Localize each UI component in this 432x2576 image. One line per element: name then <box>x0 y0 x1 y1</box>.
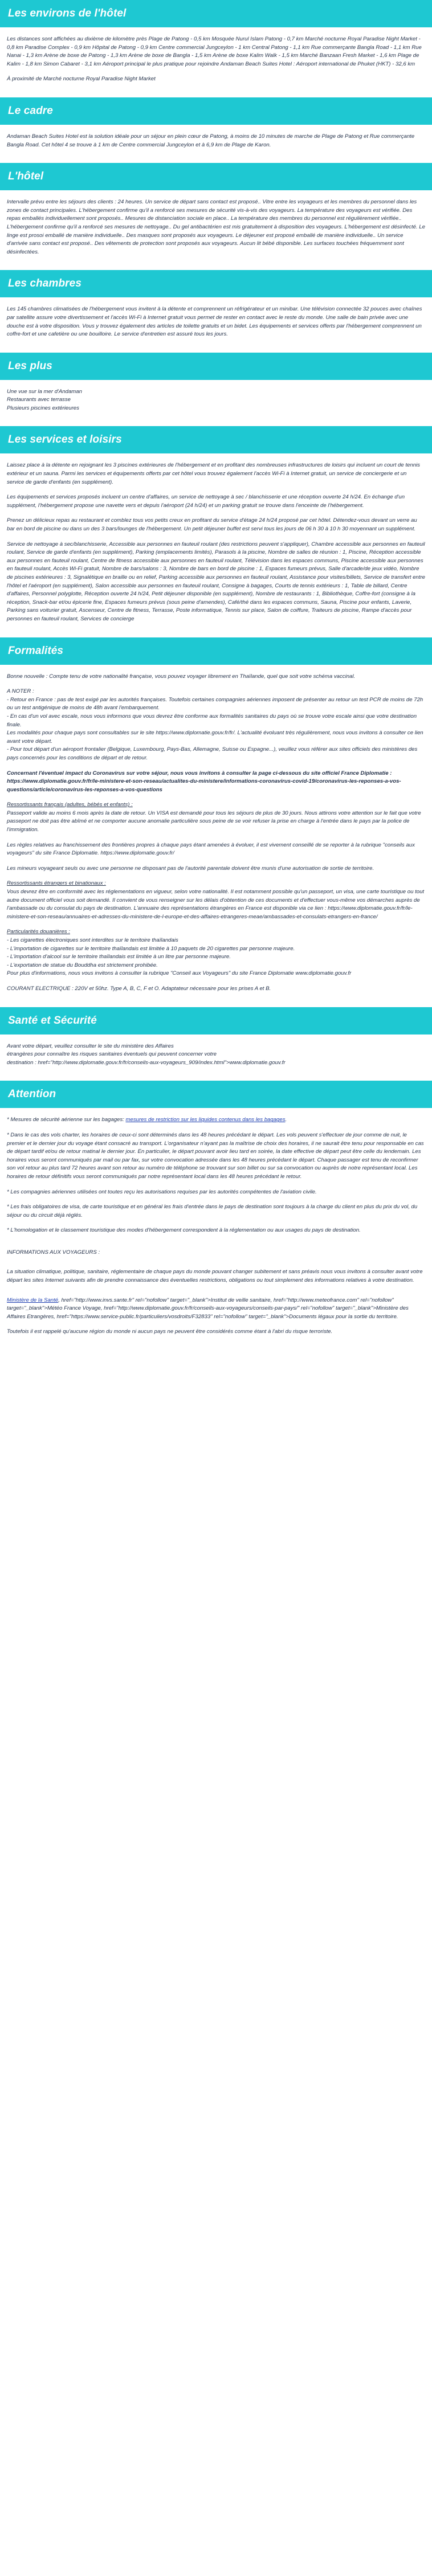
note-line: - En cas d'un vol avec escale, nous vous informons que vous devrez être conforme aux formalités sanitaires du pays où se trouve votre escale ainsi que votre destination finale. <box>7 713 417 728</box>
fr-heading: Ressortissants français (adultes, bébés et enfants) : <box>7 802 133 808</box>
ministere-sante-link[interactable]: Ministère de la Santé <box>7 1297 59 1303</box>
formalites-foreign <box>7 880 425 921</box>
section-header-plus: Les plus <box>0 353 432 380</box>
section-body-formalites <box>0 665 432 1007</box>
section-header-sante: Santé et Sécurité <box>0 1007 432 1035</box>
list-item: Plusieurs piscines extérieures <box>7 404 79 411</box>
customs-heading: Particularités douanières : <box>7 929 70 935</box>
attention-airlines: * Les compagnies aériennes utilisées ont toutes reçu les autorisations requises par les autorités compétentes de l'aviation civile. <box>7 1188 317 1195</box>
formalites-rules: Les règles relatives au franchissement des frontières propres à chaque pays étant amenées à évoluer, il est vivement conseillé de se reporter à la rubrique "conseils aux voyageurs" du site France Diplomatie. https://www.diplomatie.gouv.fr/ <box>7 841 415 857</box>
section-body-chambres <box>0 297 432 352</box>
liquids-restriction-link[interactable]: mesures de restriction sur les liquides contenus dans les bagages <box>125 1117 286 1123</box>
attention-homologation: * L'homologation et le classement touristique des modes d'hébergement correspondent à la réglementation ou aux usages du pays de destination. <box>7 1227 361 1234</box>
customs-line: - L'exportation de statue du Bouddha est strictement prohibée. <box>7 962 158 968</box>
security-suffix: . <box>285 1117 287 1123</box>
section-body-cadre <box>0 125 432 163</box>
formalites-customs <box>7 928 425 978</box>
attention-info-heading: INFORMATIONS AUX VOYAGEURS : <box>7 1249 100 1256</box>
list-item: Une vue sur la mer d'Andaman <box>7 388 82 395</box>
fr-text: Passeport valide au moins 6 mois après la date de retour. Un VISA est demandé pour tous les séjours de plus de 30 jours. Nous attirons votre attention sur le fait que votre passeport ne doit pas être abîmé et ne comporter aucune anomalie particulière sous peine de se voir refuser la prise en charge à l'entrée dans le pays par la police de l'immigration. <box>7 809 421 833</box>
services-p2: Les équipements et services proposés incluent un centre d'affaires, un service de nettoyage à sec / blanchisserie et une réception ouverte 24 h/24. En échange d'un supplément, l'hébergement propose une navette vers et depuis l'aéroport (24 h/24) et un parking gratuit se trouve dans l'enceinte de l'hébergement. <box>7 494 405 509</box>
section-header-cadre: Le cadre <box>0 97 432 125</box>
sante-line: Avant votre départ, veuillez consulter le site du ministère des Affaires <box>7 1042 174 1049</box>
note-label: A NOTER : <box>7 688 34 695</box>
section-header-hotel: L'hôtel <box>0 163 432 190</box>
foreign-text: Vous devrez être en conformité avec les réglementations en vigueur, selon votre nationalité. Il est notamment possible qu'un passeport, un visa, une carte touristique ou tout autre document officiel vous soit demandé. Il convient de vous renseigner sur les délais d'obtention de ces documents et d'effectuer vous-même vos démarches auprès de l'ambassade ou du consulat du pays de destination. L'annuaire des représentations étrangères en France est disponible via ce lien : https://www.diplomatie.gouv.fr/fr/le-ministere-et-son-reseau/annuaires-et-adresses-du-ministere-de-l-europe-et-des-affaires-etrangeres-meae/ambassades-et-consulats-etrangers-en-france/ <box>7 889 425 920</box>
formalites-fr <box>7 801 425 834</box>
sante-line: étrangères pour connaître les risques sanitaires éventuels qui peuvent concerner votre <box>7 1051 217 1058</box>
attention-info-text: La situation climatique, politique, sanitaire, réglementaire de chaque pays du monde pouvant changer subitement et sans préavis nous vous invitons à consulter avant votre départ les sites Internet suivants afin de prendre connaissance des éventuelles restrictions, obligations ou tout simplement des informations relatives à votre destination. <box>7 1269 423 1284</box>
customs-line: - Les cigarettes électroniques sont interdites sur le territoire thaïlandais <box>7 937 178 943</box>
customs-line: - L'importation de cigarettes sur le territoire thaïlandais est limitée à 10 paquets de 20 cigarettes par personne majeure. <box>7 945 295 952</box>
section-header-attention: Attention <box>0 1081 432 1108</box>
attention-security <box>7 1116 425 1125</box>
section-body-environs <box>0 27 432 97</box>
foreign-heading: Ressortissants étrangers et binationaux : <box>7 880 106 887</box>
chambres-text: Les 145 chambres climatisées de l'hébergement vous invitent à la détente et comprennent un réfrigérateur et un minibar. Une télévision connectée 32 pouces avec chaînes par satellite assure votre divertissement et l'accès Wi-Fi à Internet gratuit vous permet de rester en contact avec le reste du monde. Une salle de bain privée avec une douche est à votre disposition. Vous y trouvez également des articles de toilette gratuits et un bidet. Les équipements et services offerts par l'hébergement comprennent un coffre-fort et une cafetière ou une bouilloire. Le service d'entretien est assuré tous les jours. <box>7 306 422 338</box>
section-body-attention <box>0 1108 432 1350</box>
note-line: Les modalités pour chaque pays sont consultables sur le site https://www.diplomatie.gouv.fr/fr/. L'actualité évoluant très régulièrement, nous vous invitons à consulter ce lien avant votre départ. <box>7 730 423 745</box>
environs-distances: Les distances sont affichées au dixième de kilomètre près Plage de Patong - 0,5 km Mosquée Nurul Islam Patong - 0,7 km Marché nocturne Royal Paradise Night Market - 0,8 km Paradise Complex - 0,9 km Hôpital de Patong - 0,9 km Centre commercial Jungceylon - 1 km Central Patong - 1,1 km Rue commerçante Bangla Road - 1,1 km Rue Nanai - 1,3 km Arène de boxe de Patong - 1,3 km Arène de boxe de Bangla - 1,5 km Arène de boxe Kalim Walk - 1,5 km Marché Banzaan Fresh Market - 1,6 km Plage de Kalim - 1,8 km Simon Cabaret - 3,1 km Aéroport principal le plus pratique pour rejoindre Andaman Beach Suites Hotel : Aéroport international de Phuket (HKT) - 32,6 km <box>7 36 422 67</box>
hotel-text: Intervalle prévu entre les séjours des clients : 24 heures. Un service de départ sans contact est proposé.. Vitre entre les voyageurs et les membres du personnel dans les zones de contact principales. L'hébergement confirme qu'il a renforcé ses mesures de sécurité vis-à-vis des voyageurs. La température des voyageurs est vérifiée. Des repas emballés individuellement sont proposés.. Mesures de distanciation sociale en place.. La température des membres du personnel est régulièrement vérifiée.. L'hébergement confirme qu'il a renforcé ses mesures de nettoyage.. Du gel antibactérien est mis gratuitement à disposition des voyageurs. L'hébergement est désinfecté. Le linge est prosoi emballé de manière individuelle.. Des masques sont proposés aux voyageurs. Le déjeuner est proposé emballé de manière individuelle.. Un service d'arrivée sans contact est proposé.. Des vêtements de protection sont proposés aux voyageurs. Aucun lit bébé disponible. Les surfaces touchées fréquemment sont désinfectées. <box>7 199 425 255</box>
section-body-services <box>0 453 432 637</box>
section-body-hotel <box>0 190 432 270</box>
links-text: , href="http://www.invs.sante.fr" rel="nofollow" target="_blank">Institut de veille sanitaire, href="http://www.meteofrance.com" rel="nofollow" target="_blank">Météo France Voyage, href="http://www.diplomatie.gouv.fr/fr/conseils-aux-voyageurs/conseils-par-pays/" rel="nofollow" target="_blank">Ministère des Affaires Etrangères, href="https://www.service-public.fr/particuliers/vosdroits/F32833" rel="nofollow" target="_blank">Documents légaux pour la sortie du territoire. <box>7 1297 409 1320</box>
plus-list <box>7 388 425 413</box>
attention-visa-fees: * Les frais obligatoires de visa, de carte touristique et en général les frais d'entrée dans le pays de destination sont toujours à la charge du client en plus du prix du vol, du séjour ou du circuit déjà réglés. <box>7 1204 418 1219</box>
section-body-sante <box>0 1035 432 1081</box>
section-header-services: Les services et loisirs <box>0 426 432 453</box>
customs-line: Pour plus d'informations, nous vous invitons à consulter la rubrique "Conseil aux Voyageurs" du site France Diplomatie www.diplomatie.gouv.fr <box>7 970 352 977</box>
section-header-chambres: Les chambres <box>0 270 432 297</box>
formalites-covid: Concernant l'éventuel impact du Coronavirus sur votre séjour, nous vous invitons à consulter la page ci-dessous du site officiel France Diplomatie : https://www.diplomatie.gouv.fr/fr/le-ministere-et-son-reseau/actualites-du-ministere/informations-coronavirus-covid-19/coronavirus-les-reponses-a-vos-questions/article/coronavirus-les-reponses-a-vos-questions <box>7 770 401 793</box>
formalites-intro: Bonne nouvelle : Compte tenu de votre nationalité française, vous pouvez voyager librement en Thaïlande, quel que soit votre schéma vaccinal. <box>7 673 356 680</box>
sante-line: destination : href="http://www.diplomatie.gouv.fr/fr/conseils-aux-voyageurs_909/index.html">www.diplomatie.gouv.fr <box>7 1059 286 1066</box>
environs-proximity: À proximité de Marché nocturne Royal Paradise Night Market <box>7 76 156 83</box>
formalites-minors: Les mineurs voyageant seuls ou avec une personne ne disposant pas de l'autorité parentale doivent être munis d'une autorisation de sortie de territoire. <box>7 865 374 872</box>
services-p4: Service de nettoyage à sec/blanchisserie, Accessible aux personnes en fauteuil roulant (des restrictions peuvent s'appliquer), Chambre accessible aux personnes en fauteuil roulant, Service de garde d'enfants (en supplément), Parking (emplacements limités), Parasols à la piscine, Nombre de salles de réunion : 1, Piscine, Réception accessible aux personnes en fauteuil roulant, Centre de fitness accessible aux personnes en fauteuil roulant, Télévision dans les espaces communs, Piscine accessible aux personnes en fauteuil roulant, Accès Wi-Fi gratuit, Nombre de bars/salons : 3, Nombre de bars en bord de piscine : 1, Espaces fumeurs prévus, Salle d'arcade/de jeux vidéo, Nombre de piscines extérieures : 3, Signalétique en braille ou en relief, Parking accessible aux personnes en fauteuil roulant, Assistance pour visites/billets, Service de transfert entre l'hôtel et l'aéroport (en supplément), Salon accessible aux personnes en fauteuil roulant, Consigne à bagages, Courts de tennis extérieurs : 1, Table de billard, Centre d'affaires, Personnel polyglotte, Réception ouverte 24 h/24, Petit déjeuner disponible (en supplément), Nombre de restaurants : 1, Bibliothèque, Coffre-fort (consigne à la réception, Snack-bar et/ou épicerie fine, Espaces fumeurs prévus (sous peine d'amendes), Café/thé dans les espaces communs, Sauna, Piscine pour enfants, Laverie, Parking sans voiturier gratuit, Ascenseur, Centre de fitness, Terrasse, Poste informatique, Tennis sur place, Salon de coiffure, Traiteurs de piscine, Rampe d'accès pour personnes en fauteuil roulant, Services de concierge <box>7 541 425 622</box>
attention-final: Toutefois il est rappelé qu'aucune région du monde ni aucun pays ne peuvent être considérés comme étant à l'abri du risque terroriste. <box>7 1328 333 1335</box>
formalites-note <box>7 688 425 762</box>
formalites-courant: COURANT ELECTRIQUE : 220V et 50hz. Type A, B, C, F et O. Adaptateur nécessaire pour les prises A et B. <box>7 985 271 992</box>
customs-line: - L'importation d'alcool sur le territoire thaïlandais est limitée à un litre par personne majeure. <box>7 954 231 960</box>
services-p1: Laissez place à la détente en rejoignant les 3 piscines extérieures de l'hébergement et en profitant des nombreuses infrastructures de loisirs qui incluent un court de tennis extérieur et un sauna. Parmi les services et équipements offerts par cet hôtel vous trouvez également l'accès Wi-Fi à Internet gratuit, un service de conciergerie et un service de garde d'enfants (en supplément). <box>7 462 420 485</box>
sante-text <box>7 1042 425 1068</box>
section-body-plus <box>0 380 432 427</box>
security-prefix: * Mesures de sécurité aérienne sur les bagages: <box>7 1117 124 1123</box>
section-header-environs: Les environs de l'hôtel <box>0 0 432 27</box>
section-header-formalites: Formalités <box>0 637 432 665</box>
note-line: - Retour en France : pas de test exigé par les autorités françaises. Toutefois certaines compagnies aériennes imposent de présenter au retour un test PCR de moins de 72h ou un test antigénique de moins de 48h avant l'embarquement. <box>7 696 423 712</box>
attention-charter: * Dans le cas des vols charter, les horaires de ceux-ci sont déterminés dans les 48 heures précédant le départ. Les vols peuvent s'effectuer de jour comme de nuit, le premier et le dernier jour du voyage étant consacré au transport. L'organisateur n'ayant pas la maîtrise de choix des horaires, il ne saurait être tenu pour responsable en cas de départ tardif et/ou de retour matinal le dernier jour. En particulier, le départ pouvant avoir lieu tard en soirée, la date effective de départ peut être celle du lendemain. Les horaires vous seront communiqués par mail ou par fax, sur votre convocation adressée dans les 48 heures précédant le départ. Chaque passager est tenu de reconfirmer son vol retour au plus tard 72 heures avant son retour au numéro de téléphone se trouvant sur son billet ou sur sa convocation ou auprès de notre représentant local. Les horaires de retour définitifs vous seront communiqués par notre représentant local dans les 48 heures précédant le retour. <box>7 1131 424 1180</box>
note-line: - Pour tout départ d'un aéroport frontalier (Belgique, Luxembourg, Pays-Bas, Allemagne, Suisse ou Espagne...), veuillez vous référer aux sites officiels des ministères des pays concernés pour les conditions de départ et de retour. <box>7 746 418 761</box>
list-item: Restaurants avec terrasse <box>7 396 71 403</box>
services-p3: Prenez un délicieux repas au restaurant et comblez tous vos petits creux en profitant du service d'étage 24 h/24 proposé par cet hôtel. Détendez-vous devant un verre au bar en bord de piscine ou dans un des 3 bars/lounges de l'hébergement. Un petit déjeuner buffet est servi tous les jours de 06 h 30 à 10 h 30 moyennant un supplément. <box>7 517 417 533</box>
attention-links <box>7 1297 425 1322</box>
cadre-text: Andaman Beach Suites Hotel est la solution idéale pour un séjour en plein cœur de Patong, à moins de 10 minutes de marche de Plage de Patong et Rue commerçante Bangla Road. Cet hôtel 4 se trouve à 1 km de Centre commercial Jungceylon et à 6,9 km de Plage de Karon. <box>7 133 415 148</box>
